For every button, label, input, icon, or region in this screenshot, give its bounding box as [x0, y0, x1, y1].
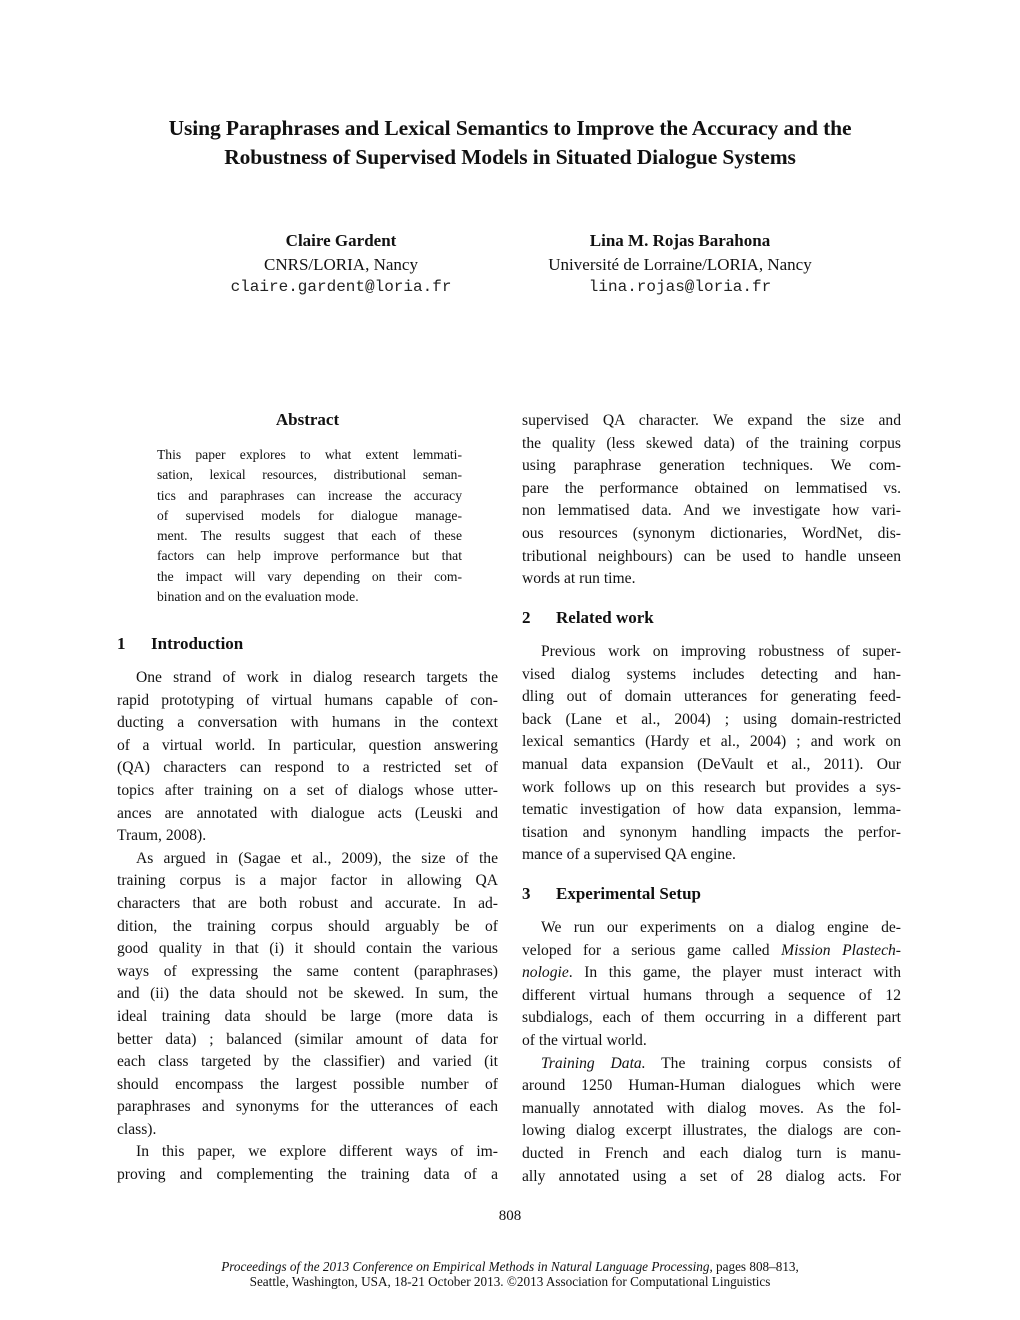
text-line: non lemmatised data. And we investigate how vari- — [522, 502, 901, 520]
abstract-line: ment. The results suggest that each of these — [157, 528, 462, 544]
text-line: training corpus is a major factor in allowing QA — [117, 872, 498, 890]
text-line: work follows up on this research but provides a sys- — [522, 778, 901, 796]
text-line: We run our experiments on a dialog engine de- — [541, 919, 901, 936]
abstract-heading: Abstract — [275, 410, 340, 429]
section-number: 2 — [522, 608, 531, 627]
text-span: veloped for a serious game called — [522, 941, 782, 959]
author-affiliation: Université de Lorraine/LORIA, Nancy — [548, 254, 812, 274]
text-line — [522, 1053, 901, 1076]
text-line: (QA) characters can respond to a restricted set of — [117, 759, 498, 777]
section-heading-related-work — [522, 606, 654, 630]
text-line — [522, 962, 901, 985]
author-email: claire.gardent@loria.fr — [230, 278, 452, 296]
author-affiliation: CNRS/LORIA, Nancy — [264, 254, 418, 274]
paper-title-line-2: Robustness of Supervised Models in Situated Dialogue Systems — [224, 145, 796, 169]
text-line: each class targeted by the classifier) and varied (it — [117, 1053, 498, 1071]
page-range: , pages 808–813, — [709, 1259, 799, 1274]
text-line: should encompass the largest possible number of — [117, 1075, 498, 1093]
text-line: words at run time. — [522, 570, 636, 588]
text-line: subdialogs, each of them occurring in a different part — [522, 1009, 901, 1027]
paper-title — [60, 114, 960, 172]
game-title-italic: Mission Plastech- — [781, 941, 901, 959]
text-line: good quality in that (i) it should contain the various — [117, 940, 498, 958]
text-line: dition, the training corpus should arguably be of — [117, 917, 498, 935]
text-line: back (Lane et al., 2004) ; using domain-restricted — [522, 710, 901, 728]
text-line: using paraphrase generation techniques. We com- — [522, 457, 901, 475]
text-line: One strand of work in dialog research targets the — [136, 669, 498, 686]
footer-line-1 — [60, 1259, 960, 1274]
text-line: tematic investigation of how data expansion, lemma- — [522, 801, 901, 819]
text-line: dling out of domain utterances for generating feed- — [522, 688, 901, 706]
text-line: the quality (less skewed data) of the training corpus — [522, 434, 901, 452]
text-line: better data) ; balanced (similar amount of data for — [117, 1030, 498, 1048]
section-heading-introduction — [117, 632, 243, 656]
text-line: different virtual humans through a sequence of 12 — [522, 986, 901, 1004]
abstract-line: sation, lexical resources, distributional seman- — [157, 467, 462, 483]
text-line: tributional neighbours) can be used to handle unseen — [522, 547, 901, 565]
intro-paragraph-3-continuation — [522, 410, 901, 591]
text-line: As argued in (Sagae et al., 2009), the size of the — [136, 849, 498, 867]
text-line: characters that are both robust and accurate. In ad- — [117, 894, 498, 912]
section-title: Introduction — [151, 634, 244, 653]
section-number: 1 — [117, 634, 126, 653]
text-line: Previous work on improving robustness of super- — [541, 643, 901, 660]
text-line: around 1250 Human-Human dialogues which were — [522, 1077, 901, 1095]
section-title: Related work — [556, 608, 654, 627]
author-block-1 — [181, 229, 501, 300]
text-span: . In this game, the player must interact with — [568, 964, 901, 982]
text-line: manually annotated with dialog moves. As the fol- — [522, 1099, 901, 1117]
text-line: ducting a conversation with humans in the context — [117, 714, 498, 732]
text-line: vised dialog systems includes detecting and han- — [522, 665, 901, 683]
game-title-italic: nologie — [522, 964, 569, 982]
author-email: lina.rojas@loria.fr — [588, 278, 772, 296]
text-line: paraphrases and synonyms for the utterances of each — [117, 1098, 498, 1116]
text-line: topics after training on a set of dialogs whose utter- — [117, 781, 498, 799]
abstract-line: factors can help improve performance but that — [157, 548, 462, 564]
text-line: ideal training data should be large (more data is — [117, 1007, 498, 1025]
venue-name: Proceedings of the 2013 Conference on Empirical Methods in Natural Language Processing — [221, 1259, 710, 1274]
proceedings-footer — [60, 1259, 960, 1289]
text-line: lowing dialog excerpt illustrates, the dialogs are con- — [522, 1122, 901, 1140]
text-line: lexical semantics (Hardy et al., 2004) ; and work on — [522, 733, 901, 751]
text-line: ous resources (synonym dictionaries, WordNet, dis- — [522, 524, 901, 542]
author-name: Claire Gardent — [285, 231, 397, 250]
text-line: ally annotated using a set of 28 dialog acts. For — [522, 1167, 901, 1185]
abstract-line: This paper explores to what extent lemmati- — [157, 447, 462, 462]
abstract-body — [157, 445, 462, 607]
footer-line-2: Seattle, Washington, USA, 18-21 October 2013. ©2013 Association for Computational Linguistics — [249, 1274, 771, 1289]
abstract-line: of supervised models for dialogue manage- — [157, 507, 462, 523]
text-line: pare the performance obtained on lemmatised vs. — [522, 479, 901, 497]
text-line — [522, 940, 901, 963]
section-number: 3 — [522, 884, 531, 903]
text-line: manual data expansion (DeVault et al., 2011). Our — [522, 755, 901, 773]
text-line: of the virtual world. — [522, 1031, 647, 1049]
text-line: tisation and synonym handling impacts the perfor- — [522, 823, 901, 841]
related-work-paragraph — [522, 641, 901, 867]
section-title: Experimental Setup — [556, 884, 701, 903]
text-line: mance of a supervised QA engine. — [522, 846, 736, 864]
intro-paragraph-1 — [117, 667, 498, 1187]
text-line: ances are annotated with dialogue acts (Leuski and — [117, 804, 498, 822]
page-number: 808 — [498, 1208, 522, 1224]
text-line: ducted in French and each dialog turn is manu- — [522, 1144, 901, 1162]
abstract-line: tics and paraphrases can increase the accuracy — [157, 487, 462, 503]
abstract-line: bination and on the evaluation mode. — [157, 589, 359, 605]
text-line: supervised QA character. We expand the size and — [522, 412, 901, 429]
text-line: class). — [117, 1120, 157, 1138]
paragraph-label-italic: Training Data. — [541, 1054, 646, 1072]
abstract-line: the impact will vary depending on their com- — [157, 568, 462, 584]
text-line: and (ii) the data should not be skewed. In sum, the — [117, 985, 498, 1003]
text-line: proving and complementing the training data of a — [117, 1166, 498, 1184]
text-line: In this paper, we explore different ways of im- — [136, 1143, 498, 1161]
section-heading-experimental-setup — [522, 882, 701, 906]
text-line: Traum, 2008). — [117, 827, 207, 845]
experimental-setup-paragraph-1 — [522, 917, 901, 1188]
text-line: of a virtual world. In particular, question answering — [117, 736, 498, 754]
author-name: Lina M. Rojas Barahona — [589, 231, 771, 250]
text-line: ways of expressing the same content (paraphrases) — [117, 962, 498, 980]
paper-title-line-1: Using Paraphrases and Lexical Semantics to Improve the Accuracy and the — [168, 116, 852, 140]
text-span: The training corpus consists of — [645, 1054, 902, 1072]
author-block-2 — [520, 229, 840, 300]
text-line: rapid prototyping of virtual humans capable of con- — [117, 691, 498, 709]
